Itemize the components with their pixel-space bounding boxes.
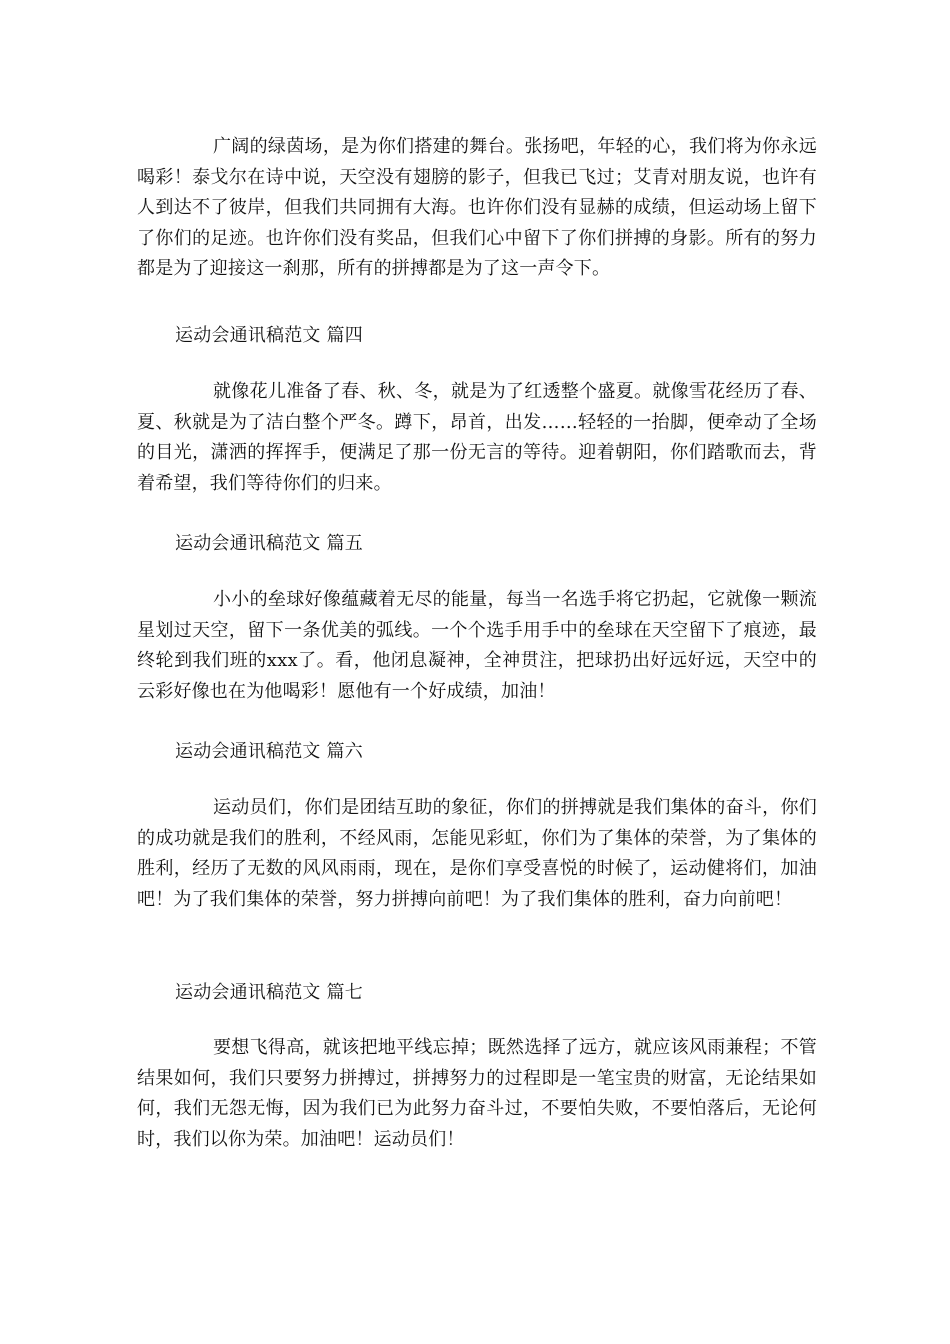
- section-heading-5: 运动会通讯稿范文 篇五: [175, 533, 363, 554]
- paragraph-5: 要想飞得高，就该把地平线忘掉；既然选择了远方，就应该风雨兼程；不管结果如何，我们只要努力拼搏过，拼搏努力的过程即是一笔宝贵的财富，无论结果如何，我们无怨无悔，因为我们已为此努力奋斗过，不要怕失败，不要怕落后，无论何时，我们以你为荣。加油吧！运动员们！: [137, 1037, 817, 1150]
- section-heading-4: 运动会通讯稿范文 篇四: [175, 325, 363, 346]
- paragraph-1: 广阔的绿茵场，是为你们搭建的舞台。张扬吧，年轻的心，我们将为你永远喝彩！泰戈尔在诗中说，天空没有翅膀的影子，但我已飞过；艾青对朋友说，也许有人到达不了彼岸，但我们共同拥有大海。也许你们没有显赫的成绩，但运动场上留下了你们的足迹。也许你们没有奖品，但我们心中留下了你们拼搏的身影。所有的努力都是为了迎接这一刹那，所有的拼搏都是为了这一声令下。: [137, 136, 817, 280]
- section-heading-7: 运动会通讯稿范文 篇七: [175, 982, 363, 1003]
- paragraph-3: 小小的垒球好像蕴藏着无尽的能量，每当一名选手将它扔起，它就像一颗流星划过天空，留下一条优美的弧线。一个个选手用手中的垒球在天空留下了痕迹，最终轮到我们班的xxx了。看，他闭息凝神，全神贯注，把球扔出好远好远，天空中的云彩好像也在为他喝彩！愿他有一个好成绩，加油！: [137, 589, 817, 702]
- paragraph-2: 就像花儿准备了春、秋、冬，就是为了红透整个盛夏。就像雪花经历了春、夏、秋就是为了洁白整个严冬。蹲下，昂首，出发……轻轻的一抬脚，便牵动了全场的目光，潇洒的挥挥手，便满足了那一份无言的等待。迎着朝阳，你们踏歌而去，背着希望，我们等待你们的归来。: [137, 381, 817, 494]
- paragraph-4: 运动员们，你们是团结互助的象征，你们的拼搏就是我们集体的奋斗，你们的成功就是我们的胜利，不经风雨，怎能见彩虹，你们为了集体的荣誉，为了集体的胜利，经历了无数的风风雨雨，现在，是你们享受喜悦的时候了，运动健将们，加油吧！为了我们集体的荣誉，努力拼搏向前吧！为了我们集体的胜利，奋力向前吧！: [137, 797, 817, 910]
- section-heading-6: 运动会通讯稿范文 篇六: [175, 741, 363, 762]
